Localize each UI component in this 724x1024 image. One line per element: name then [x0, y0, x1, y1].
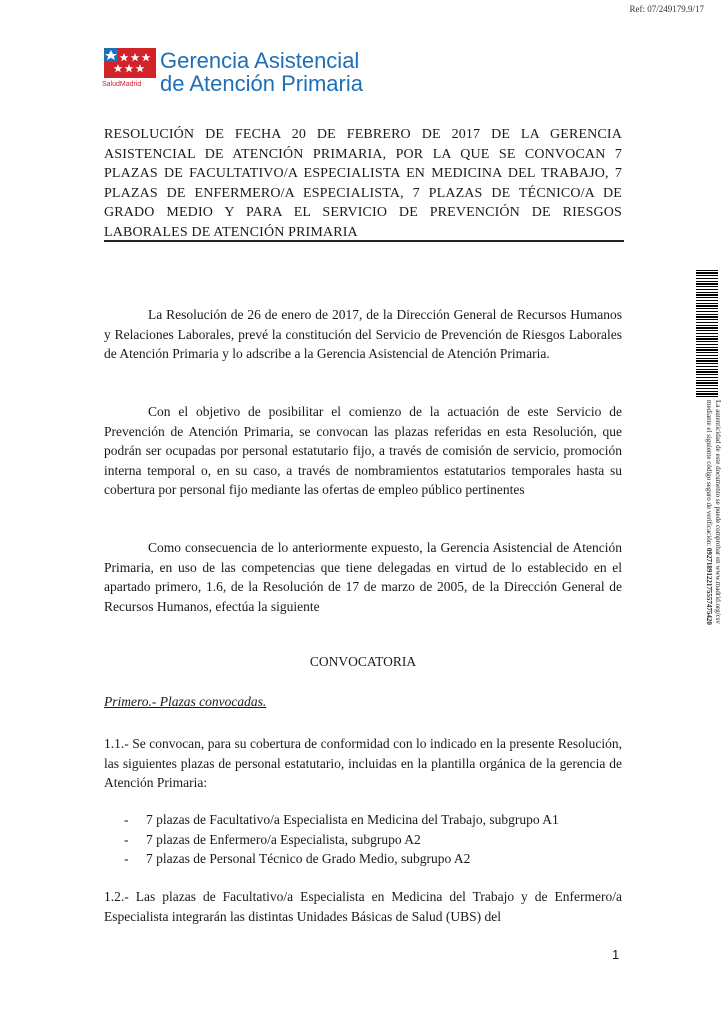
clause-1-2	[104, 887, 622, 926]
verification-line-2	[704, 400, 713, 690]
list-item-text: 7 plazas de Enfermero/a Especialista, subgrupo A2	[146, 831, 421, 847]
reference-number: Ref: 07/249179.9/17	[629, 4, 704, 14]
salud-madrid-wordmark: SaludMadrid	[102, 81, 142, 88]
paragraph-2-text: Con el objetivo de posibilitar el comienzo de la actuación de este Servicio de Prevención de Atención Primaria, se convocan las plazas referidas en esta Resolución, que podrán ser ocupadas por personal estatutario fijo, a través de comisión de servicio, promoción interna temporal o, en su caso, a través de nombramientos estatutarios temporales hasta su cobertura por personal fijo mediante las ofertas de empleo público pertinentes	[104, 404, 622, 498]
organization-name-line1: Gerencia Asistencial	[160, 48, 360, 73]
organization-logo	[104, 48, 434, 98]
barcode-icon	[696, 270, 718, 398]
verification-text	[704, 400, 722, 690]
verification-line-1: La autenticidad de este documento se puede comprobar en www.madrid.org/csv	[714, 400, 722, 624]
list-item	[124, 849, 622, 869]
list-item-text: 7 plazas de Facultativo/a Especialista en Medicina del Trabajo, subgrupo A1	[146, 812, 559, 827]
title-underline	[104, 240, 624, 242]
comunidad-madrid-stars-icon	[104, 48, 156, 96]
csv-code: 0927189122175557475420	[705, 547, 713, 625]
clause-1-1	[104, 734, 622, 793]
clause-1-2-text: 1.2.- Las plazas de Facultativo/a Especialista en Medicina del Trabajo y de Enfermero/a Especialista integrarán las distintas Unidades Básicas de Salud (UBS) del	[104, 889, 622, 924]
paragraph-2	[104, 402, 622, 500]
verification-line-2-prefix: mediante el siguiente código seguro de verificación:	[705, 400, 713, 547]
list-bullet: -	[124, 812, 129, 827]
list-item	[124, 830, 622, 850]
list-bullet: -	[124, 851, 129, 867]
section-heading-primero: Primero.- Plazas convocadas.	[104, 694, 267, 709]
paragraph-1	[104, 305, 622, 364]
resolution-title: RESOLUCIÓN DE FECHA 20 DE FEBRERO DE 2017 DE LA GERENCIA ASISTENCIAL DE ATENCIÓN PRIMARIA, POR LA QUE SE CONVOCAN 7 PLAZAS DE FACULTATIVO/A ESPECIALISTA EN MEDICINA DEL TRABAJO, 7 PLAZAS DE ENFERMERO/A ESPECIALISTA, 7 PLAZAS DE TÉCNICO/A DE GRADO MEDIO Y PARA EL SERVICIO DE PREVENCIÓN DE RIESGOS LABORALES DE ATENCIÓN PRIMARIA	[104, 127, 622, 240]
page-number: 1	[612, 947, 620, 962]
list-item	[124, 810, 622, 830]
verification-margin	[688, 270, 722, 690]
paragraph-1-text: La Resolución de 26 de enero de 2017, de la Dirección General de Recursos Humanos y Relaciones Laborales, prevé la constitución del Servicio de Prevención de Riesgos Laborales de Atención Primaria y lo adscribe a la Gerencia Asistencial de Atención Primaria.	[104, 307, 622, 362]
organization-name	[160, 49, 363, 95]
paragraph-3-text: Como consecuencia de lo anteriormente expuesto, la Gerencia Asistencial de Atención Primaria, en uso de las competencias que tiene delegadas en virtud de lo establecido en el apartado primero, 1.6, de la Resolución de 17 de marzo de 2005, de la Dirección General de Recursos Humanos, efectúa la siguiente	[104, 540, 622, 614]
organization-name-line2: de Atención Primaria	[160, 71, 363, 96]
paragraph-3	[104, 538, 622, 616]
list-item-text: 7 plazas de Personal Técnico de Grado Medio, subgrupo A2	[146, 851, 471, 867]
clause-1-1-text: 1.1.- Se convocan, para su cobertura de conformidad con lo indicado en la presente Resolución, las siguientes plazas de personal estatutario, incluidas en la plantilla orgánica de la gerencia de Atención Primaria:	[104, 736, 622, 791]
convocatoria-heading: CONVOCATORIA	[309, 654, 417, 669]
verification-text-wrap	[688, 400, 722, 690]
plazas-list	[124, 810, 622, 869]
list-bullet: -	[124, 831, 129, 847]
